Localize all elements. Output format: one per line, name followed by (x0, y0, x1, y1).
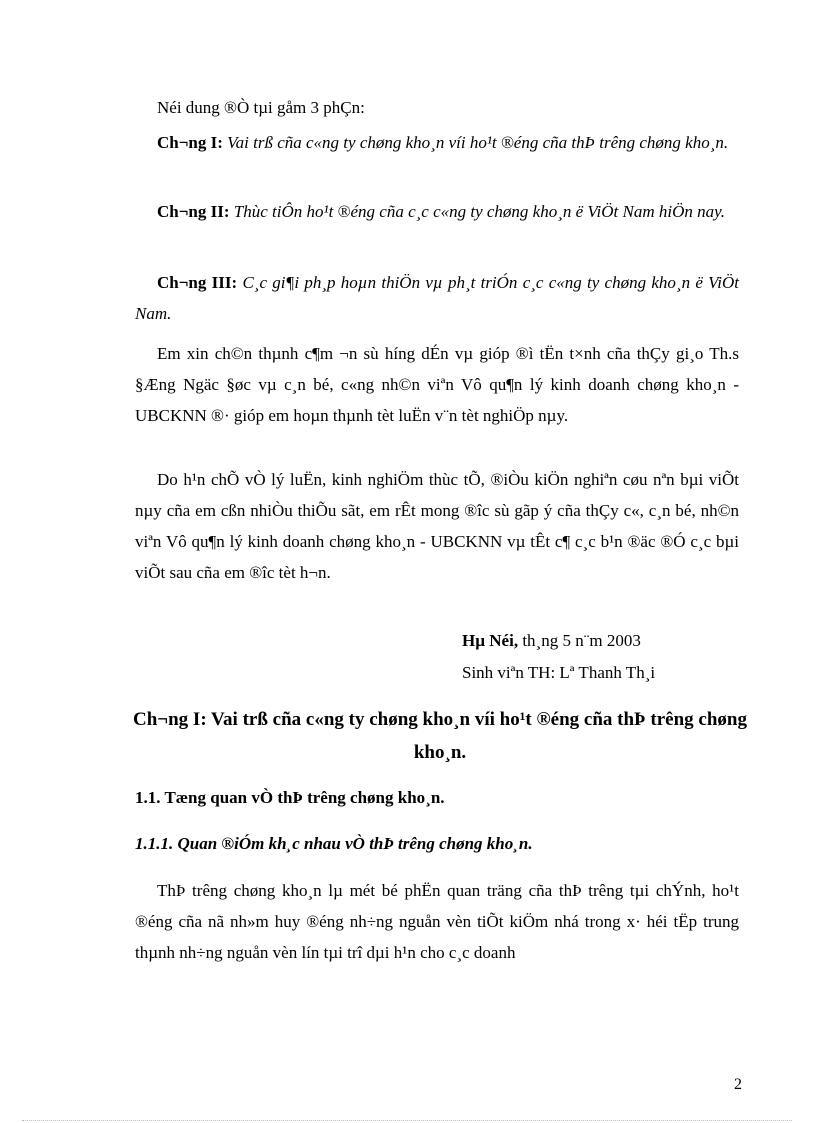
limitations-paragraph: Do h¹n chÕ vÒ lý luËn, kinh nghiÖm thùc tÕ, ®iÒu kiÖn nghiªn cøu nªn bµi viÕt nµy cña em cßn nhiÒu thiÕu sãt, em rÊt mong ®îc sù gãp ý cña thÇy c«, c¸n bé, nh©n viªn Vô qu¶n lý kinh doanh chøng kho¸n - UBCKNN vµ tÊt c¶ c¸c b¹n ®äc ®Ó c¸c bµi viÕt sau cña em ®îc tèt h¬n. (135, 470, 739, 582)
intro-line: Néi dung ®Ò tµi gåm 3 phÇn: (157, 98, 365, 117)
chapter-1-summary (135, 127, 739, 158)
author-signature: Sinh viªn TH: Lª Thanh Th¸i (462, 663, 656, 682)
chapter-2-label: Ch¬ng II: (157, 202, 230, 221)
place-name: Hµ Néi, (462, 631, 519, 650)
chapter-1-title: Vai trß cña c«ng ty chøng kho¸n víi ho¹t ®éng cña thÞ trêng chøng kho¸n. (227, 133, 729, 152)
date-line (462, 625, 641, 656)
date-text: th¸ng 5 n¨m 2003 (518, 631, 641, 650)
chapter-1-label: Ch¬ng I: (157, 133, 223, 152)
subsection-heading: 1.1.1. Quan ®iÓm kh¸c nhau vÒ thÞ trêng chøng kho¸n. (135, 834, 533, 853)
section-heading: 1.1. Tæng quan vÒ thÞ trêng chøng kho¸n. (135, 788, 445, 807)
acknowledgement-paragraph: Em xin ch©n thµnh c¶m ¬n sù híng dÉn vµ gióp ®ì tËn t×nh cña thÇy gi¸o Th.s §Æng Ngäc §øc vµ c¸n bé, c«ng nh©n viªn Vô qu¶n lý kinh doanh chøng kho¸n - UBCKNN ®· gióp em hoµn thµnh tèt luËn v¨n tèt nghiÖp nµy. (135, 344, 739, 425)
body-paragraph: ThÞ trêng chøng kho¸n lµ mét bé phËn quan träng cña thÞ trêng tµi chÝnh, ho¹t ®éng cña nã nh»m huy ®éng nh÷ng nguån vèn tiÕt kiÖm nhá trong x· héi tËp trung thµnh nh÷ng nguån vèn lín tµi trî dµi h¹n cho c¸c doanh (135, 881, 739, 962)
chapter-3-label: Ch¬ng III: (157, 273, 238, 292)
chapter-3-title: C¸c gi¶i ph¸p hoµn thiÖn vµ ph¸t triÓn c¸c c«ng ty chøng kho¸n ë ViÖt Nam. (135, 273, 740, 323)
page-number: 2 (734, 1076, 742, 1093)
chapter-3-summary (135, 267, 739, 329)
chapter-heading: Ch¬ng I: Vai trß cña c«ng ty chøng kho¸n víi ho¹t ®éng cña thÞ trêng chøng kho¸n. (133, 709, 747, 763)
chapter-2-summary (135, 196, 739, 227)
footer-divider (22, 1120, 792, 1121)
chapter-2-title: Thùc tiÔn ho¹t ®éng cña c¸c c«ng ty chøng kho¸n ë ViÖt Nam hiÖn nay. (233, 202, 725, 221)
